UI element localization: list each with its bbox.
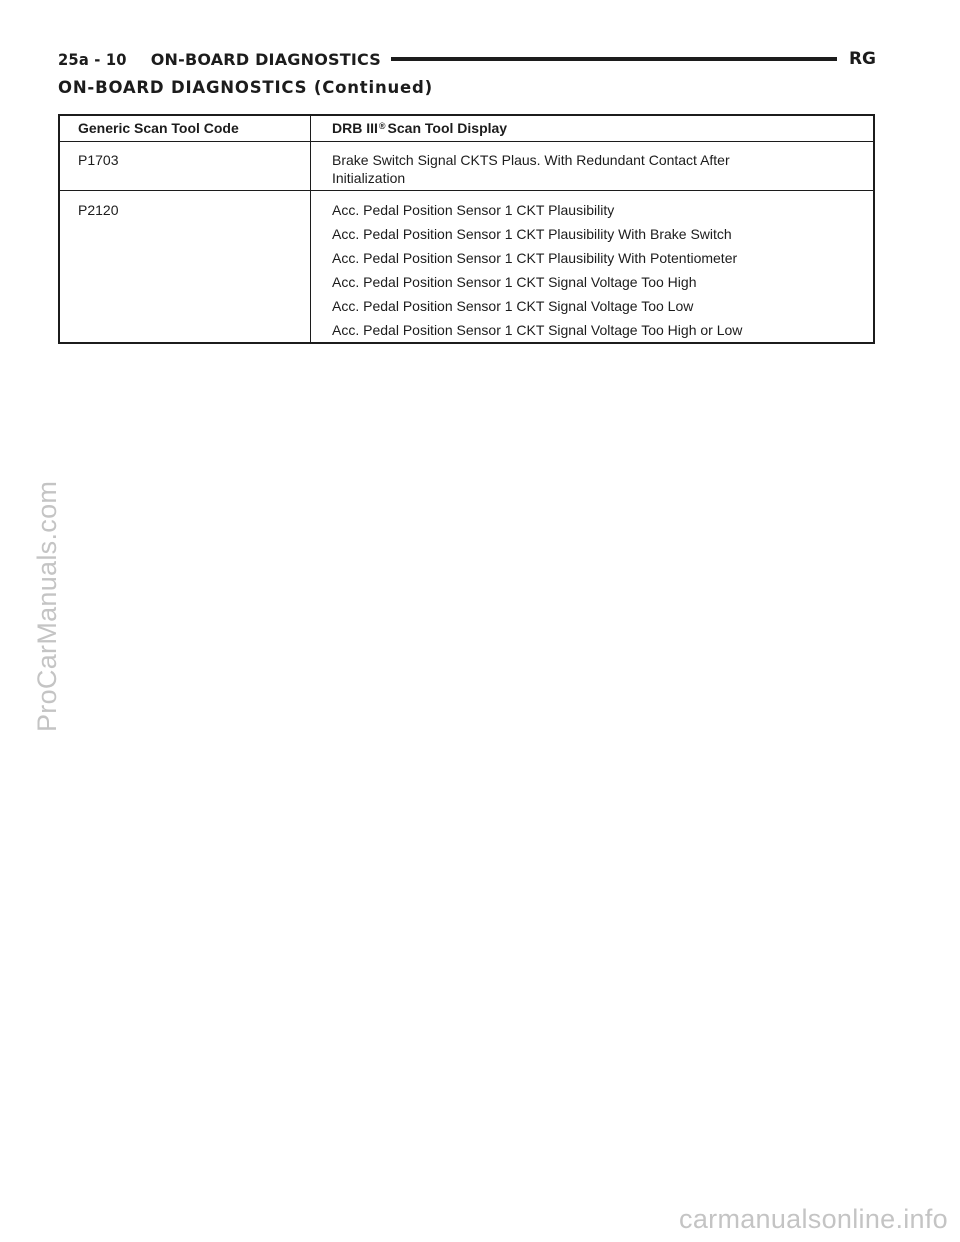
display-line: Initialization xyxy=(332,170,406,186)
header-display-suffix: Scan Tool Display xyxy=(387,120,508,136)
display-line: Acc. Pedal Position Sensor 1 CKT Plausibility xyxy=(332,202,615,218)
header-generic-code: Generic Scan Tool Code xyxy=(78,120,239,136)
page-title: ON-BOARD DIAGNOSTICS (Continued) xyxy=(58,78,433,97)
table-header-row xyxy=(60,116,873,142)
header-rule xyxy=(391,57,837,61)
side-watermark: ProCarManuals.com xyxy=(32,480,62,732)
display-line: Acc. Pedal Position Sensor 1 CKT Plausibility With Brake Switch xyxy=(332,226,732,242)
dtc-code: P2120 xyxy=(78,202,119,218)
display-line: Acc. Pedal Position Sensor 1 CKT Signal Voltage Too High or Low xyxy=(332,322,743,338)
section-name: ON-BOARD DIAGNOSTICS xyxy=(150,49,381,69)
registered-mark: ® xyxy=(378,121,386,131)
page-number: 25a - 10 xyxy=(58,49,127,69)
dtc-table xyxy=(58,114,875,344)
model-code: RG xyxy=(848,49,876,69)
bottom-watermark: carmanualsonline.info xyxy=(679,1204,948,1234)
running-header xyxy=(58,44,876,74)
dtc-display xyxy=(332,202,742,346)
header-display-prefix: DRB III xyxy=(332,120,378,136)
dtc-display xyxy=(332,152,730,188)
header-scan-tool-display xyxy=(332,120,507,136)
table-row xyxy=(60,142,873,191)
display-line: Brake Switch Signal CKTS Plaus. With Redundant Contact After xyxy=(332,152,730,168)
display-line: Acc. Pedal Position Sensor 1 CKT Plausibility With Potentiometer xyxy=(332,250,738,266)
dtc-code: P1703 xyxy=(78,152,119,168)
table-row xyxy=(60,191,873,342)
display-line: Acc. Pedal Position Sensor 1 CKT Signal Voltage Too Low xyxy=(332,298,694,314)
display-line: Acc. Pedal Position Sensor 1 CKT Signal Voltage Too High xyxy=(332,274,697,290)
